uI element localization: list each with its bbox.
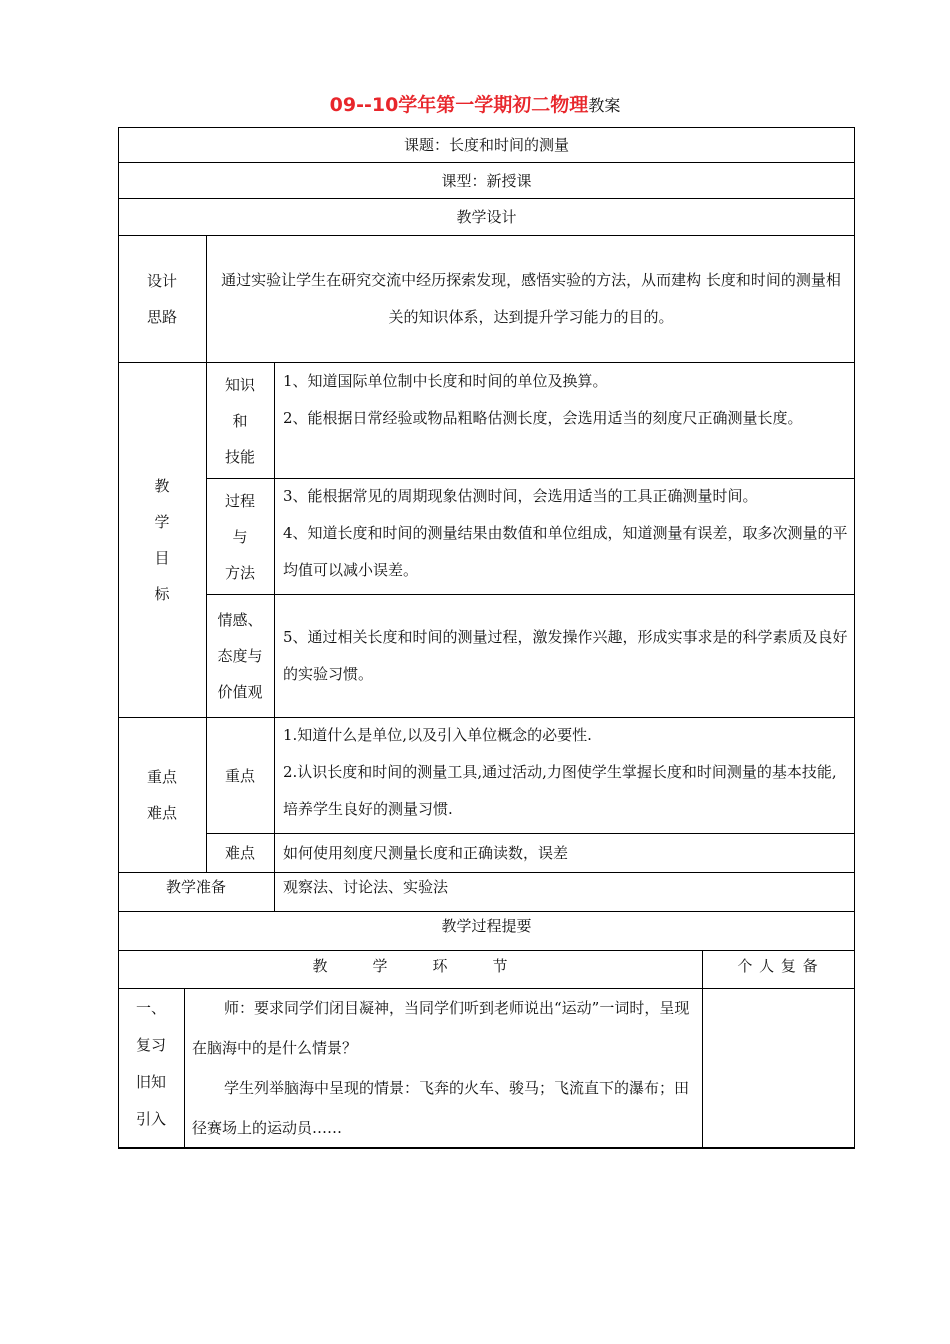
label-line: 重点 xyxy=(146,768,177,786)
key-item: 2.认识长度和时间的测量工具,通过活动,力图使学生掌握长度和时间测量的基本技能,培养学生良好的测量习惯. xyxy=(283,763,837,818)
goal-label-process xyxy=(206,478,274,595)
goal-item: 3、能根据常见的周期现象估测时间，会选用适当的工具正确测量时间。 xyxy=(283,487,758,505)
key-difficult-label xyxy=(118,717,206,873)
label-line: 一、 xyxy=(135,999,166,1017)
step-paragraph: 师：要求同学们闭目凝神，当同学们听到老师说出“运动”一词时，呈现在脑海中的是什么情景？ xyxy=(192,999,690,1057)
step-paragraph: 学生列举脑海中呈现的情景：飞奔的火车、骏马；飞流直下的瀑布；田径赛场上的运动员…… xyxy=(192,1079,690,1137)
label-line: 学 xyxy=(154,513,170,531)
lesson-type: 课型：新授课 xyxy=(441,171,532,190)
goal-item: 2、能根据日常经验或物品粗略估测长度，会选用适当的刻度尺正确测量长度。 xyxy=(283,409,803,427)
step1-label xyxy=(118,990,184,1128)
label-line: 复习 xyxy=(135,1036,166,1054)
col-personal-header: 个 人 复 备 xyxy=(737,957,819,975)
personal-notes-cell[interactable] xyxy=(703,989,854,1147)
label-line: 旧知 xyxy=(135,1073,166,1091)
label-line: 引入 xyxy=(135,1110,166,1128)
label-line: 技能 xyxy=(224,447,255,466)
design-header: 教学设计 xyxy=(456,208,517,226)
document-title xyxy=(0,93,950,118)
label-line: 教 xyxy=(154,477,170,495)
col-line xyxy=(274,362,275,912)
design-idea-text: 通过实验让学生在研究交流中经历探索发现，感悟实验的方法，从而建构 长度和时间的测量相关的知识体系，达到提升学习能力的目的。 xyxy=(221,271,841,326)
label-line: 和 xyxy=(232,411,248,430)
goal-items-process xyxy=(283,478,849,594)
design-idea-label xyxy=(118,235,206,363)
goal-items-attitude xyxy=(283,594,849,718)
difficult-text: 如何使用刻度尺测量长度和正确读数，误差 xyxy=(283,844,569,862)
key-sub-label: 重点 xyxy=(224,766,255,785)
title-suffix: 教案 xyxy=(588,96,621,115)
label-line: 标 xyxy=(154,585,170,603)
goal-items-knowledge xyxy=(283,363,849,478)
col-steps-header: 教 学 环 节 xyxy=(312,957,508,975)
label-line: 目 xyxy=(154,549,170,567)
goal-label-knowledge xyxy=(206,362,274,479)
label-line: 态度与 xyxy=(217,647,263,665)
process-header: 教学过程提要 xyxy=(441,917,532,935)
prep-text: 观察法、讨论法、实验法 xyxy=(283,878,449,896)
step1-text xyxy=(192,988,696,1140)
label-line: 情感、 xyxy=(217,611,263,629)
lesson-topic: 课题：长度和时间的测量 xyxy=(403,136,569,154)
goals-label xyxy=(118,362,206,718)
label-line: 价值观 xyxy=(217,683,263,701)
table-border-right xyxy=(854,127,855,1148)
difficult-sub-label: 难点 xyxy=(224,844,255,862)
goal-label-attitude xyxy=(206,594,274,718)
key-items xyxy=(283,717,849,833)
col-line xyxy=(184,988,185,1148)
goal-item: 5、通过相关长度和时间的测量过程，激发操作兴趣，形成实事求是的科学素质及良好的实验习惯。 xyxy=(283,628,848,683)
prep-label: 教学准备 xyxy=(165,878,226,896)
goal-item: 1、知道国际单位制中长度和时间的单位及换算。 xyxy=(283,372,608,390)
title-main: 09--10学年第一学期初二物理 xyxy=(329,94,589,116)
label-line: 难点 xyxy=(146,804,177,822)
label-line: 过程 xyxy=(224,491,255,510)
label-line: 思路 xyxy=(146,308,177,326)
label-line: 与 xyxy=(232,527,248,546)
label-line: 知识 xyxy=(224,375,255,394)
label-line: 方法 xyxy=(224,563,255,582)
key-item: 1.知道什么是单位,以及引入单位概念的必要性. xyxy=(283,726,592,744)
label-line: 设计 xyxy=(146,272,177,290)
goal-item: 4、知道长度和时间的测量结果由数值和单位组成，知道测量有误差，取多次测量的平均值可以减小误差。 xyxy=(283,524,848,579)
